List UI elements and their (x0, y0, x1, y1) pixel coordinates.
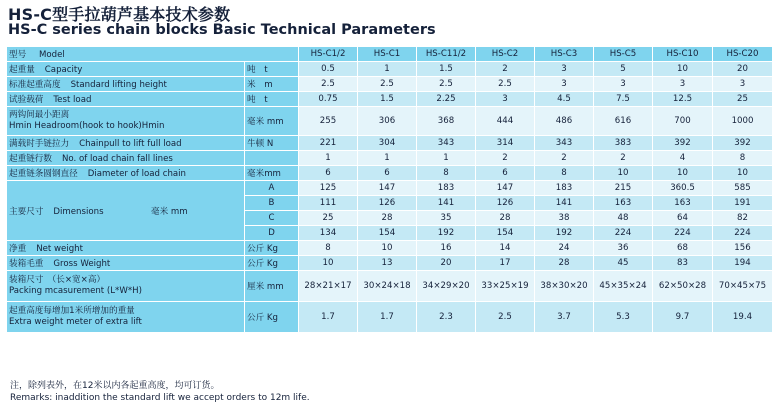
value-cell: 20 (417, 256, 476, 271)
row-label: 装箱尺寸 （长×宽×高） Packing mcasurement (L*W*H) (7, 271, 245, 302)
spec-table (6, 46, 773, 333)
dimensions-unit: 毫米 mm (151, 206, 188, 217)
value-cell: 191 (713, 196, 773, 211)
row-label: 净重 Net weight (7, 241, 245, 256)
value-cell: 0.75 (299, 92, 358, 107)
value-cell: 8 (535, 166, 594, 181)
row-label: 装箱毛重 Gross Weight (7, 256, 245, 271)
row-label: 起重链条圆钢直径 Diameter of load chain (7, 166, 245, 181)
value-cell: 30×24×18 (358, 271, 417, 302)
value-cell: 368 (417, 107, 476, 136)
value-cell: 10 (653, 62, 713, 77)
value-cell: 585 (713, 181, 773, 196)
value-cell: 154 (476, 226, 535, 241)
value-cell: 12.5 (653, 92, 713, 107)
value-cell: 154 (358, 226, 417, 241)
value-cell: 126 (358, 196, 417, 211)
value-cell: 82 (713, 211, 773, 226)
value-cell: 4 (653, 151, 713, 166)
header-label (7, 47, 299, 62)
value-cell: 2.5 (417, 77, 476, 92)
value-cell: 147 (358, 181, 417, 196)
table-row (7, 241, 773, 256)
value-cell: 141 (417, 196, 476, 211)
value-cell: 70×45×75 (713, 271, 773, 302)
model-cell: HS-C2 (476, 47, 535, 62)
header-label-en: Model (38, 50, 65, 60)
row-label: 两钩间最小距离 Hmin Headroom(hook to hook)Hmin (7, 107, 245, 136)
row-unit (245, 151, 299, 166)
value-cell: 1.7 (299, 302, 358, 333)
row-unit: 牛顿 N (245, 136, 299, 151)
value-cell: 343 (417, 136, 476, 151)
value-cell: 616 (594, 107, 653, 136)
value-cell: 134 (299, 226, 358, 241)
value-cell: 83 (653, 256, 713, 271)
value-cell: 8 (299, 241, 358, 256)
table-row (7, 302, 773, 333)
value-cell: 392 (713, 136, 773, 151)
row-unit: 厘米 mm (245, 271, 299, 302)
value-cell: 17 (476, 256, 535, 271)
title-english: HS-C series chain blocks Basic Technical Parameters (8, 22, 436, 38)
value-cell: 1 (417, 151, 476, 166)
value-cell: 1.5 (417, 62, 476, 77)
value-cell: 13 (358, 256, 417, 271)
model-cell: HS-C5 (594, 47, 653, 62)
value-cell: 183 (417, 181, 476, 196)
value-cell: 163 (653, 196, 713, 211)
row-label: 满载时手链拉力 Chainpull to lift full load (7, 136, 245, 151)
value-cell: 192 (417, 226, 476, 241)
row-unit: 公斤 Kg (245, 241, 299, 256)
value-cell: 0.5 (299, 62, 358, 77)
value-cell: 3 (653, 77, 713, 92)
remarks-cn: 注，除列表外，在12米以内各起重高度，均可订货。 (10, 381, 220, 391)
model-cell: HS-C1/2 (299, 47, 358, 62)
value-cell: 28 (476, 211, 535, 226)
value-cell: 10 (358, 241, 417, 256)
value-cell: 35 (417, 211, 476, 226)
table-row (7, 77, 773, 92)
row-unit: 吨 t (245, 62, 299, 77)
value-cell: 6 (476, 166, 535, 181)
value-cell: 25 (299, 211, 358, 226)
value-cell: 36 (594, 241, 653, 256)
value-cell: 3 (476, 92, 535, 107)
value-cell: 392 (653, 136, 713, 151)
value-cell: 2 (476, 151, 535, 166)
row-unit: 吨 t (245, 92, 299, 107)
value-cell: 141 (535, 196, 594, 211)
row-label: 起重链行数 No. of load chain fall lines (7, 151, 245, 166)
value-cell: 147 (476, 181, 535, 196)
table-row (7, 92, 773, 107)
value-cell: 64 (653, 211, 713, 226)
value-cell: 62×50×28 (653, 271, 713, 302)
value-cell: 10 (653, 166, 713, 181)
value-cell: 2.5 (299, 77, 358, 92)
value-cell: 2.5 (476, 77, 535, 92)
value-cell: 2.5 (358, 77, 417, 92)
value-cell: 14 (476, 241, 535, 256)
value-cell: 2.5 (476, 302, 535, 333)
value-cell: 3.7 (535, 302, 594, 333)
model-cell: HS-C1 (358, 47, 417, 62)
value-cell: 28×21×17 (299, 271, 358, 302)
value-cell: 8 (713, 151, 773, 166)
dimension-label: C (245, 211, 299, 226)
table-row (7, 181, 773, 196)
value-cell: 4.5 (535, 92, 594, 107)
value-cell: 700 (653, 107, 713, 136)
row-unit: 毫米mm (245, 166, 299, 181)
value-cell: 28 (535, 256, 594, 271)
table-row (7, 136, 773, 151)
value-cell: 2 (594, 151, 653, 166)
value-cell: 6 (299, 166, 358, 181)
value-cell: 3 (713, 77, 773, 92)
value-cell: 221 (299, 136, 358, 151)
value-cell: 360.5 (653, 181, 713, 196)
dimension-label: A (245, 181, 299, 196)
table-row (7, 256, 773, 271)
value-cell: 255 (299, 107, 358, 136)
value-cell: 10 (299, 256, 358, 271)
value-cell: 156 (713, 241, 773, 256)
value-cell: 2 (535, 151, 594, 166)
value-cell: 163 (594, 196, 653, 211)
value-cell: 5.3 (594, 302, 653, 333)
value-cell: 1 (358, 151, 417, 166)
value-cell: 192 (535, 226, 594, 241)
value-cell: 314 (476, 136, 535, 151)
row-unit: 毫米 mm (245, 107, 299, 136)
row-unit: 公斤 Kg (245, 256, 299, 271)
value-cell: 3 (594, 77, 653, 92)
value-cell: 34×29×20 (417, 271, 476, 302)
table-row (7, 151, 773, 166)
value-cell: 125 (299, 181, 358, 196)
value-cell: 444 (476, 107, 535, 136)
value-cell: 183 (535, 181, 594, 196)
value-cell: 224 (713, 226, 773, 241)
row-label: 试验载荷 Test load (7, 92, 245, 107)
value-cell: 5 (594, 62, 653, 77)
value-cell: 38×30×20 (535, 271, 594, 302)
value-cell: 1 (299, 151, 358, 166)
title-chinese: HS-C型手拉葫芦基本技术参数 (8, 5, 231, 24)
value-cell: 33×25×19 (476, 271, 535, 302)
value-cell: 306 (358, 107, 417, 136)
header-row (7, 47, 773, 62)
value-cell: 383 (594, 136, 653, 151)
value-cell: 3 (535, 77, 594, 92)
remarks-en: Remarks: inaddition the standard lift we accept orders to 12m life. (10, 393, 310, 403)
value-cell: 304 (358, 136, 417, 151)
dimension-label: B (245, 196, 299, 211)
value-cell: 1 (358, 62, 417, 77)
value-cell: 20 (713, 62, 773, 77)
row-unit: 米 m (245, 77, 299, 92)
value-cell: 224 (653, 226, 713, 241)
value-cell: 224 (594, 226, 653, 241)
value-cell: 19.4 (713, 302, 773, 333)
value-cell: 24 (535, 241, 594, 256)
value-cell: 25 (713, 92, 773, 107)
value-cell: 28 (358, 211, 417, 226)
value-cell: 8 (417, 166, 476, 181)
value-cell: 68 (653, 241, 713, 256)
value-cell: 9.7 (653, 302, 713, 333)
value-cell: 48 (594, 211, 653, 226)
remarks (10, 380, 310, 404)
table-row (7, 166, 773, 181)
value-cell: 45×35×24 (594, 271, 653, 302)
model-cell: HS-C10 (653, 47, 713, 62)
row-unit: 公斤 Kg (245, 302, 299, 333)
value-cell: 194 (713, 256, 773, 271)
value-cell: 2.3 (417, 302, 476, 333)
value-cell: 215 (594, 181, 653, 196)
value-cell: 7.5 (594, 92, 653, 107)
value-cell: 38 (535, 211, 594, 226)
value-cell: 1000 (713, 107, 773, 136)
value-cell: 1.5 (358, 92, 417, 107)
table-row (7, 107, 773, 136)
value-cell: 486 (535, 107, 594, 136)
model-cell: HS-C20 (713, 47, 773, 62)
table-row (7, 62, 773, 77)
row-label: 起重量 Capacity (7, 62, 245, 77)
value-cell: 10 (713, 166, 773, 181)
header-label-cn: 型号 (9, 50, 27, 60)
value-cell: 1.7 (358, 302, 417, 333)
value-cell: 3 (535, 62, 594, 77)
value-cell: 111 (299, 196, 358, 211)
row-label: 起重高度每增加1米所增加的重量 Extra weight meter of extra lift (7, 302, 245, 333)
value-cell: 6 (358, 166, 417, 181)
model-cell: HS-C11/2 (417, 47, 476, 62)
value-cell: 126 (476, 196, 535, 211)
model-cell: HS-C3 (535, 47, 594, 62)
value-cell: 45 (594, 256, 653, 271)
table-row (7, 271, 773, 302)
dimension-label: D (245, 226, 299, 241)
row-label: 标准起重高度 Standard lifting height (7, 77, 245, 92)
value-cell: 2.25 (417, 92, 476, 107)
value-cell: 10 (594, 166, 653, 181)
value-cell: 343 (535, 136, 594, 151)
value-cell: 16 (417, 241, 476, 256)
dimensions-label: 主要尺寸 Dimensions 毫米 mm (7, 181, 245, 241)
value-cell: 2 (476, 62, 535, 77)
